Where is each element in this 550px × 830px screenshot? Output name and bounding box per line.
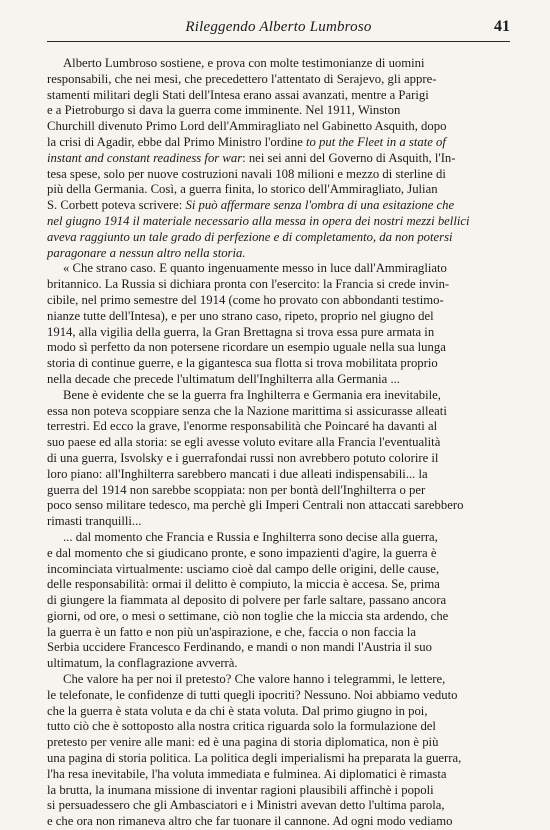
paragraph-1 — [47, 56, 510, 261]
text-line: suo paese ed alla storia: se egli avesse voluto evitare alla Francia l'eventualità — [47, 435, 441, 450]
text-line: le telefonate, le confidenze di tutti quegli ipocriti? Nessuno. Noi abbiamo veduto — [47, 687, 458, 702]
text-line: tesa spese, solo per nuove costruzioni navali 108 milioni e mezzo di sterline di — [47, 166, 446, 181]
page-header — [47, 19, 510, 42]
text-line: la guerra è un fatto e non più un'aspirazione, e che, faccia o non faccia la — [47, 624, 416, 639]
text-run: : nei sei anni del Governo di Asquith, l'In- — [242, 150, 456, 165]
text-line: poco senso militare tedesco, ma perchè gli Imperi Centrali non attaccati sarebbero — [47, 498, 464, 513]
italic-run: paragonare a nessun altro nella storia. — [47, 245, 246, 260]
text-line: guerra del 1914 non sarebbe scoppiata: non per bontà dell'Inghilterra o per — [47, 482, 426, 497]
text-line — [47, 198, 510, 214]
paragraph-2 — [47, 261, 510, 387]
text-line: Bene è evidente che se la guerra fra Inghilterra e Germania era inevitabile, — [63, 387, 441, 402]
text-line: nella decade che precede l'ultimatum dell'Inghilterra alla Germania ... — [47, 371, 400, 386]
italic-run: to put the Fleet in a state of — [306, 134, 446, 149]
text-line: più della Germania. Così, a guerra finita, lo storico dell'Ammiragliato, Julian — [47, 182, 438, 197]
text-line — [47, 214, 510, 230]
text-line: si persuadessero che gli Ambasciatori e i Ministri avevan detto l'ultima parola, — [47, 798, 445, 813]
text-line: loro piano: all'Inghilterra sarebbero mancati i due alleati indispensabili... la — [47, 466, 428, 481]
text-line: essa non poteva scoppiare senza che la Nazione marittima si assicurasse alleati — [47, 403, 447, 418]
italic-run: nel giugno 1914 il materiale necessario alla messa in opera dei nostri mezzi bellici — [47, 213, 470, 228]
italic-run: Si può affermare senza l'ombra di una esitazione che — [185, 198, 455, 213]
text-line: terrestri. Ed ecco la grave, l'enorme responsabilità che Poincaré ha davanti al — [47, 419, 438, 434]
text-line — [47, 230, 510, 246]
text-line: l'ha resa inevitabile, l'ha voluta immediata e fulminea. Ai diplomatici è rimasta — [47, 766, 447, 781]
text-line: storia di continue guerre, e la gigantesca sua flotta si trova mobilitata proprio — [47, 356, 438, 371]
text-line: di una guerra, Isvolsky e i guerrafondai russi non avrebbero potuto colorire il — [47, 450, 439, 465]
text-line: 1914, alla vigilia della guerra, la Gran Brettagna si trova essa pure armata in — [47, 324, 435, 339]
text-line: Che valore ha per noi il pretesto? Che valore hanno i telegrammi, le lettere, — [63, 672, 446, 687]
text-line: modo sì perfetto da non potersene ricordare un esempio uguale nella sua lunga — [47, 340, 446, 355]
page-number: 41 — [494, 18, 510, 35]
text-run: S. Corbett poteva scrivere: — [47, 198, 186, 213]
paragraph-3 — [47, 388, 510, 530]
italic-run: aveva raggiunto un tale grado di perfezione e di completamento, da non potersi — [47, 229, 453, 244]
text-line: rimasti tranquilli... — [47, 514, 142, 529]
text-line: tutto ciò che è sottoposto alla nostra critica riguarda solo la formulazione del — [47, 719, 436, 734]
text-line: giorni, od ore, o mesi o settimane, ciò non toglie che la miccia sta ardendo, che — [47, 608, 449, 623]
paragraph-4 — [47, 530, 510, 672]
text-line: e che ora non rimaneva altro che far tuonare il cannone. Ad ogni modo vediamo — [47, 814, 453, 829]
text-line: una pagina di storia politica. La politica degli imperialismi ha preparata la guerra, — [47, 751, 462, 766]
text-line: « Che strano caso. E quanto ingenuamente messo in luce dall'Ammiragliato — [63, 261, 447, 276]
text-line: la brutta, la inumana missione di inventar ragioni plausibili affinchè i popoli — [47, 782, 434, 797]
text-line: che la guerra è stata voluta e da chi è stata voluta. Dal primo giugno in poi, — [47, 703, 428, 718]
text-line: stamenti militari degli Stati dell'Intesa erano assai avanzati, mentre a Parigi — [47, 87, 429, 102]
text-line: cibile, nel primo semestre del 1914 (come ho provato con abbondanti testimo- — [47, 292, 444, 307]
text-line: Serbia uccidere Francesco Ferdinando, e mandi o non mandi l'Austria il suo — [47, 640, 432, 655]
body-text — [47, 56, 510, 830]
text-line: ultimatum, la conflagrazione avverrà. — [47, 656, 238, 671]
text-line: nianze tutte dell'Intesa), e per uno strano caso, ripeto, proprio nel giugno del — [47, 308, 434, 323]
text-line: incominciata virtualmente: usciamo cioè dal campo delle origini, delle cause, — [47, 561, 440, 576]
text-line: e a Pietroburgo si dava la guerra come imminente. Nel 1911, Winston — [47, 103, 401, 118]
text-line — [47, 246, 510, 262]
text-line: ... dal momento che Francia e Russia e Inghilterra sono decise alla guerra, — [63, 529, 438, 544]
text-line: Alberto Lumbroso sostiene, e prova con molte testimonianze di uomini — [63, 56, 425, 70]
text-line: pretesto per venire alle mani: ed è una pagina di storia diplomatica, non è più — [47, 735, 439, 750]
text-line — [47, 135, 510, 151]
italic-run: instant and constant readiness for war — [47, 150, 243, 165]
text-line: britannico. La Russia si dichiara pronta con l'esercito: la Francia si crede invin- — [47, 277, 450, 292]
text-run: la crisi di Agadir, ebbe dal Primo Ministro l'ordine — [47, 134, 307, 149]
paragraph-5 — [47, 672, 510, 830]
text-line: di giungere la fiammata al deposito di polvere per farle saltare, passano ancora — [47, 593, 447, 608]
text-line: responsabili, che nei mesi, che precedettero l'attentato di Serajevo, gli appre- — [47, 71, 437, 86]
text-line — [47, 151, 510, 167]
text-line: e dal momento che si giudicano pronte, e sono impazienti d'agire, la guerra è — [47, 545, 437, 560]
running-title: Rileggendo Alberto Lumbroso — [185, 19, 372, 35]
text-line: delle responsabilità: ormai il delitto è compiuto, la miccia è accesa. Se, prima — [47, 577, 440, 592]
text-line: Churchill divenuto Primo Lord dell'Ammiragliato nel Gabinetto Asquith, dopo — [47, 119, 447, 134]
